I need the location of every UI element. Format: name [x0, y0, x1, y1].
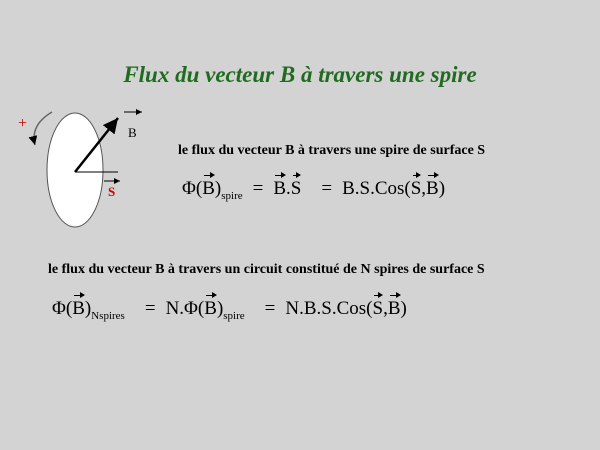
formula-single-spire: Φ( B ) spire = B . S = B.S.Cos( S , B ): [182, 178, 446, 202]
spire-diagram: [0, 100, 160, 240]
formula-n-spires: Φ( B ) Nspires = N.Φ( B ) spire = N.B.S.Cos( S , B ): [52, 298, 407, 322]
description-single-spire: le flux du vecteur B à travers une spire de surface S: [178, 143, 486, 158]
b-label: B: [128, 125, 137, 140]
plus-label: +: [18, 115, 28, 132]
s-label: S: [108, 184, 116, 199]
slide-title: Flux du vecteur B à travers une spire: [123, 62, 477, 87]
rotation-arrow-icon: [34, 112, 52, 145]
description-n-spires: le flux du vecteur B à travers un circuit constitué de N spires de surface S: [48, 262, 485, 277]
